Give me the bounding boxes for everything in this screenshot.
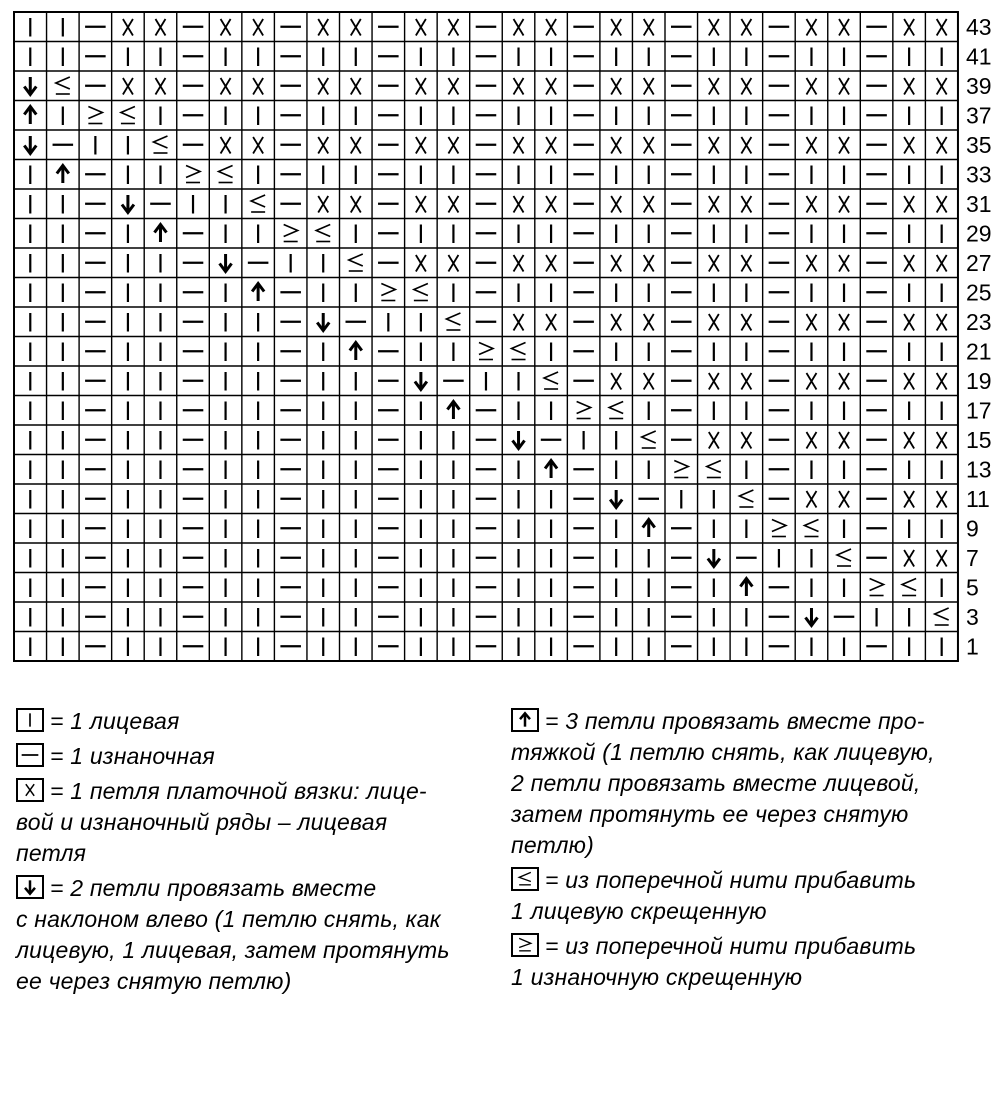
garter-cell: [937, 314, 947, 331]
garter-cell: [937, 373, 947, 390]
garter-cell: [611, 19, 621, 36]
garter-cell: [448, 196, 458, 213]
row-number-label: 11: [965, 485, 990, 512]
legend-m1-purl-text-2: 1 изнаночную скрещенную: [511, 964, 803, 990]
garter-cell: [709, 137, 719, 154]
row-number-label: 37: [965, 102, 992, 129]
garter-cell: [839, 491, 849, 508]
increase-knit-cell: [707, 461, 721, 478]
increase-purl-cell: [186, 166, 200, 183]
garter-cell: [546, 19, 556, 36]
increase-knit-cell: [219, 166, 233, 183]
row-number-label: 39: [965, 72, 992, 99]
garter-cell: [123, 19, 133, 36]
garter-cell: [709, 255, 719, 272]
legend-k3tog-text: 3 петли провязать вместе про-: [565, 708, 925, 734]
increase-knit-cell: [902, 579, 916, 596]
garter-cell: [448, 137, 458, 154]
increase-knit-cell: [56, 77, 70, 94]
garter-cell: [644, 314, 654, 331]
increase-knit-cell: [153, 136, 167, 153]
arrow-down-cell: [513, 431, 525, 449]
garter-cell: [806, 78, 816, 95]
legend-k3tog-text-5: петлю): [511, 832, 594, 858]
legend-k3tog-text-3: 2 петли провязать вместе лицевой,: [511, 770, 921, 796]
arrow-up-cell: [350, 343, 362, 361]
garter-cell: [806, 373, 816, 390]
increase-knit-cell: [512, 343, 526, 360]
garter-cell: [709, 78, 719, 95]
garter-cell: [611, 255, 621, 272]
garter-cell: [514, 255, 524, 272]
legend-knit-text: 1 лицевая: [70, 708, 180, 734]
legend-k2tog-text-2: с наклоном влево (1 петлю снять, как: [16, 906, 441, 932]
legend-k3tog-text-2: тяжкой (1 петлю снять, как лицевую,: [511, 739, 935, 765]
garter-cell: [514, 137, 524, 154]
garter-cell: [416, 19, 426, 36]
garter-cell: [937, 550, 947, 567]
garter-cell: [806, 432, 816, 449]
legend-entry-knit: = 1 лицевая: [16, 706, 496, 737]
garter-cell: [611, 196, 621, 213]
increase-purl-cell: [479, 343, 493, 360]
arrow-down-cell: [24, 77, 36, 95]
garter-cell: [839, 78, 849, 95]
legend-m1-knit-text: из поперечной нити прибавить: [565, 867, 917, 893]
garter-cell: [937, 78, 947, 95]
increase-purl-cell: [381, 284, 395, 301]
garter-cell: [416, 137, 426, 154]
garter-cell: [611, 314, 621, 331]
legend-k3tog-text-4: затем протянуть ее через снятую: [511, 801, 909, 827]
increase-knit-cell: [837, 549, 851, 566]
garter-cell: [937, 255, 947, 272]
garter-cell: [416, 255, 426, 272]
garter-cell: [839, 19, 849, 36]
legend-right-column: [511, 706, 997, 997]
garter-cell: [937, 19, 947, 36]
increase-purl-cell: [88, 107, 102, 124]
garter-cell: [904, 19, 914, 36]
garter-cell: [546, 196, 556, 213]
garter-cell: [514, 196, 524, 213]
knit-symbol-icon: [16, 708, 44, 732]
garter-cell: [448, 19, 458, 36]
row-number-label: 19: [965, 367, 992, 394]
increase-purl-cell: [674, 461, 688, 478]
row-number-label: 5: [965, 574, 979, 601]
row-number-label: 23: [965, 308, 992, 335]
garter-cell: [806, 137, 816, 154]
row-number-label: 27: [965, 249, 992, 276]
increase-knit-cell: [316, 225, 330, 242]
garter-cell: [253, 78, 263, 95]
arrow-down-cell: [122, 195, 134, 213]
garter-cell: [904, 550, 914, 567]
arrow-up-cell: [57, 166, 69, 184]
row-number-label: 7: [965, 544, 979, 571]
row-number-label: 9: [965, 515, 979, 542]
garter-cell: [416, 196, 426, 213]
row-number-label: 35: [965, 131, 992, 158]
increase-knit-cell: [804, 520, 818, 537]
garter-cell: [546, 255, 556, 272]
garter-cell: [611, 373, 621, 390]
legend-garter-text-3: петля: [16, 840, 87, 866]
arrow-down-cell: [415, 372, 427, 390]
garter-cell: [644, 78, 654, 95]
garter-cell: [123, 78, 133, 95]
garter-cell: [904, 432, 914, 449]
row-number-label: 29: [965, 220, 992, 247]
garter-cell: [839, 432, 849, 449]
legend-entry-purl: = 1 изнаночная: [16, 741, 496, 772]
garter-cell: [937, 491, 947, 508]
arrow-up-cell: [643, 520, 655, 538]
garter-cell: [709, 314, 719, 331]
garter-cell: [904, 314, 914, 331]
garter-cell: [937, 432, 947, 449]
garter-cell: [904, 491, 914, 508]
garter-cell: [351, 137, 361, 154]
garter-cell: [221, 78, 231, 95]
legend-garter-text: 1 петля платочной вязки: лице-: [70, 778, 427, 804]
garter-cell: [741, 137, 751, 154]
row-number-label: 17: [965, 397, 992, 424]
garter-cell: [806, 491, 816, 508]
garter-cell: [904, 137, 914, 154]
increase-knit-cell: [121, 107, 135, 124]
legend-garter-text-2: вой и изнаночный ряды – лицевая: [16, 809, 388, 835]
increase-knit-cell: [609, 402, 623, 419]
row-number-label: 13: [965, 456, 992, 483]
chart-grid-lines: [14, 12, 958, 661]
row-number-label: 31: [965, 190, 992, 217]
garter-cell: [741, 373, 751, 390]
garter-cell: [839, 137, 849, 154]
increase-purl-cell: [870, 579, 884, 596]
arrow-down-cell: [24, 136, 36, 154]
garter-cell: [904, 196, 914, 213]
garter-cell: [318, 196, 328, 213]
garter-cell: [741, 78, 751, 95]
increase-knit-cell: [349, 254, 363, 271]
arrow-down-cell: [708, 549, 720, 567]
garter-cell: [644, 373, 654, 390]
garter-cell: [155, 78, 165, 95]
increase-knit-cell: [739, 490, 753, 507]
garter-cell: [448, 78, 458, 95]
garter-cell: [904, 373, 914, 390]
garter-cell: [709, 19, 719, 36]
garter-cell: [937, 196, 947, 213]
garter-cell: [644, 137, 654, 154]
garter-cell: [448, 255, 458, 272]
garter-cell: [839, 255, 849, 272]
garter-cell: [839, 196, 849, 213]
garter-cell: [741, 19, 751, 36]
arrow-down-cell: [220, 254, 232, 272]
garter-cell: [514, 78, 524, 95]
increase-knit-cell: [414, 284, 428, 301]
garter-cell: [806, 19, 816, 36]
garter-cell: [318, 19, 328, 36]
legend-entry-m1-knit: = из поперечной нити прибавить 1 лицевую скрещенную: [511, 867, 917, 924]
legend-k2tog-text-4: ее через снятую петлю): [16, 968, 292, 994]
arrow-up-cell: [447, 402, 459, 420]
garter-cell: [806, 314, 816, 331]
garter-cell: [904, 255, 914, 272]
garter-cell: [611, 137, 621, 154]
legend-left-column: [16, 706, 496, 1001]
garter-cell: [416, 78, 426, 95]
legend-purl-text: 1 изнаночная: [70, 743, 215, 769]
garter-symbol-icon: [16, 778, 44, 802]
legend-m1-knit-text-2: 1 лицевую скрещенную: [511, 898, 767, 924]
garter-cell: [741, 314, 751, 331]
arrow-down-cell: [805, 608, 817, 626]
legend-k2tog-text-3: лицевую, 1 лицевая, затем протянуть: [16, 937, 450, 963]
arrow-down-cell: [610, 490, 622, 508]
garter-cell: [546, 78, 556, 95]
garter-cell: [546, 137, 556, 154]
garter-cell: [709, 196, 719, 213]
legend-entry-k2tog-left: = 2 петли провязать вместе с наклоном влево (1 петлю снять, как лицевую, 1 лицевая, затем протянуть ее через снятую петлю): [16, 875, 450, 994]
garter-cell: [806, 255, 816, 272]
garter-cell: [644, 196, 654, 213]
garter-cell: [221, 137, 231, 154]
row-number-label: 41: [965, 43, 992, 70]
legend-entry-k3tog: = 3 петли провязать вместе про- тяжкой (1 петлю снять, как лицевую, 2 петли провязать вместе лицевой, затем протянуть ее через снятую петлю): [511, 708, 935, 858]
garter-cell: [611, 78, 621, 95]
garter-cell: [221, 19, 231, 36]
row-number-label: 15: [965, 426, 992, 453]
arrow-down-symbol-icon: [16, 875, 44, 899]
garter-cell: [839, 373, 849, 390]
arrow-up-symbol-icon: [511, 708, 539, 732]
garter-cell: [644, 255, 654, 272]
row-number-label: 25: [965, 279, 992, 306]
legend-m1-purl-text: из поперечной нити прибавить: [565, 933, 917, 959]
increase-knit-cell: [544, 372, 558, 389]
garter-cell: [318, 137, 328, 154]
row-number-label: 21: [965, 338, 992, 365]
garter-cell: [253, 19, 263, 36]
increase-purl-cell: [772, 520, 786, 537]
row-number-label: 1: [965, 633, 979, 660]
garter-cell: [904, 78, 914, 95]
row-number-label: 33: [965, 161, 992, 188]
garter-cell: [318, 78, 328, 95]
garter-cell: [839, 314, 849, 331]
increase-knit-cell: [642, 431, 656, 448]
garter-cell: [546, 314, 556, 331]
purl-symbol-icon: [16, 743, 44, 767]
legend-k2tog-text: 2 петли провязать вместе: [70, 875, 377, 901]
garter-cell: [351, 19, 361, 36]
increase-knit-cell: [446, 313, 460, 330]
arrow-down-cell: [317, 313, 329, 331]
garter-cell: [741, 196, 751, 213]
garter-cell: [155, 19, 165, 36]
greater-equal-symbol-icon: [511, 933, 539, 957]
arrow-up-cell: [740, 579, 752, 597]
row-number-label: 3: [965, 603, 979, 630]
garter-cell: [351, 78, 361, 95]
increase-purl-cell: [577, 402, 591, 419]
garter-cell: [709, 373, 719, 390]
arrow-up-cell: [545, 461, 557, 479]
garter-cell: [709, 432, 719, 449]
increase-knit-cell: [251, 195, 265, 212]
garter-cell: [253, 137, 263, 154]
garter-cell: [351, 196, 361, 213]
garter-cell: [741, 432, 751, 449]
garter-cell: [741, 255, 751, 272]
legend-entry-garter: = 1 петля платочной вязки: лице- вой и изнаночный ряды – лицевая петля: [16, 778, 427, 866]
arrow-up-cell: [252, 284, 264, 302]
arrow-up-cell: [154, 225, 166, 243]
garter-cell: [514, 19, 524, 36]
garter-cell: [514, 314, 524, 331]
legend-entry-m1-purl: = из поперечной нити прибавить 1 изнаночную скрещенную: [511, 933, 917, 990]
garter-cell: [644, 19, 654, 36]
row-number-label: 43: [965, 13, 992, 40]
garter-cell: [937, 137, 947, 154]
increase-knit-cell: [935, 608, 949, 625]
less-equal-symbol-icon: [511, 867, 539, 891]
arrow-up-cell: [24, 107, 36, 125]
garter-cell: [806, 196, 816, 213]
increase-purl-cell: [284, 225, 298, 242]
